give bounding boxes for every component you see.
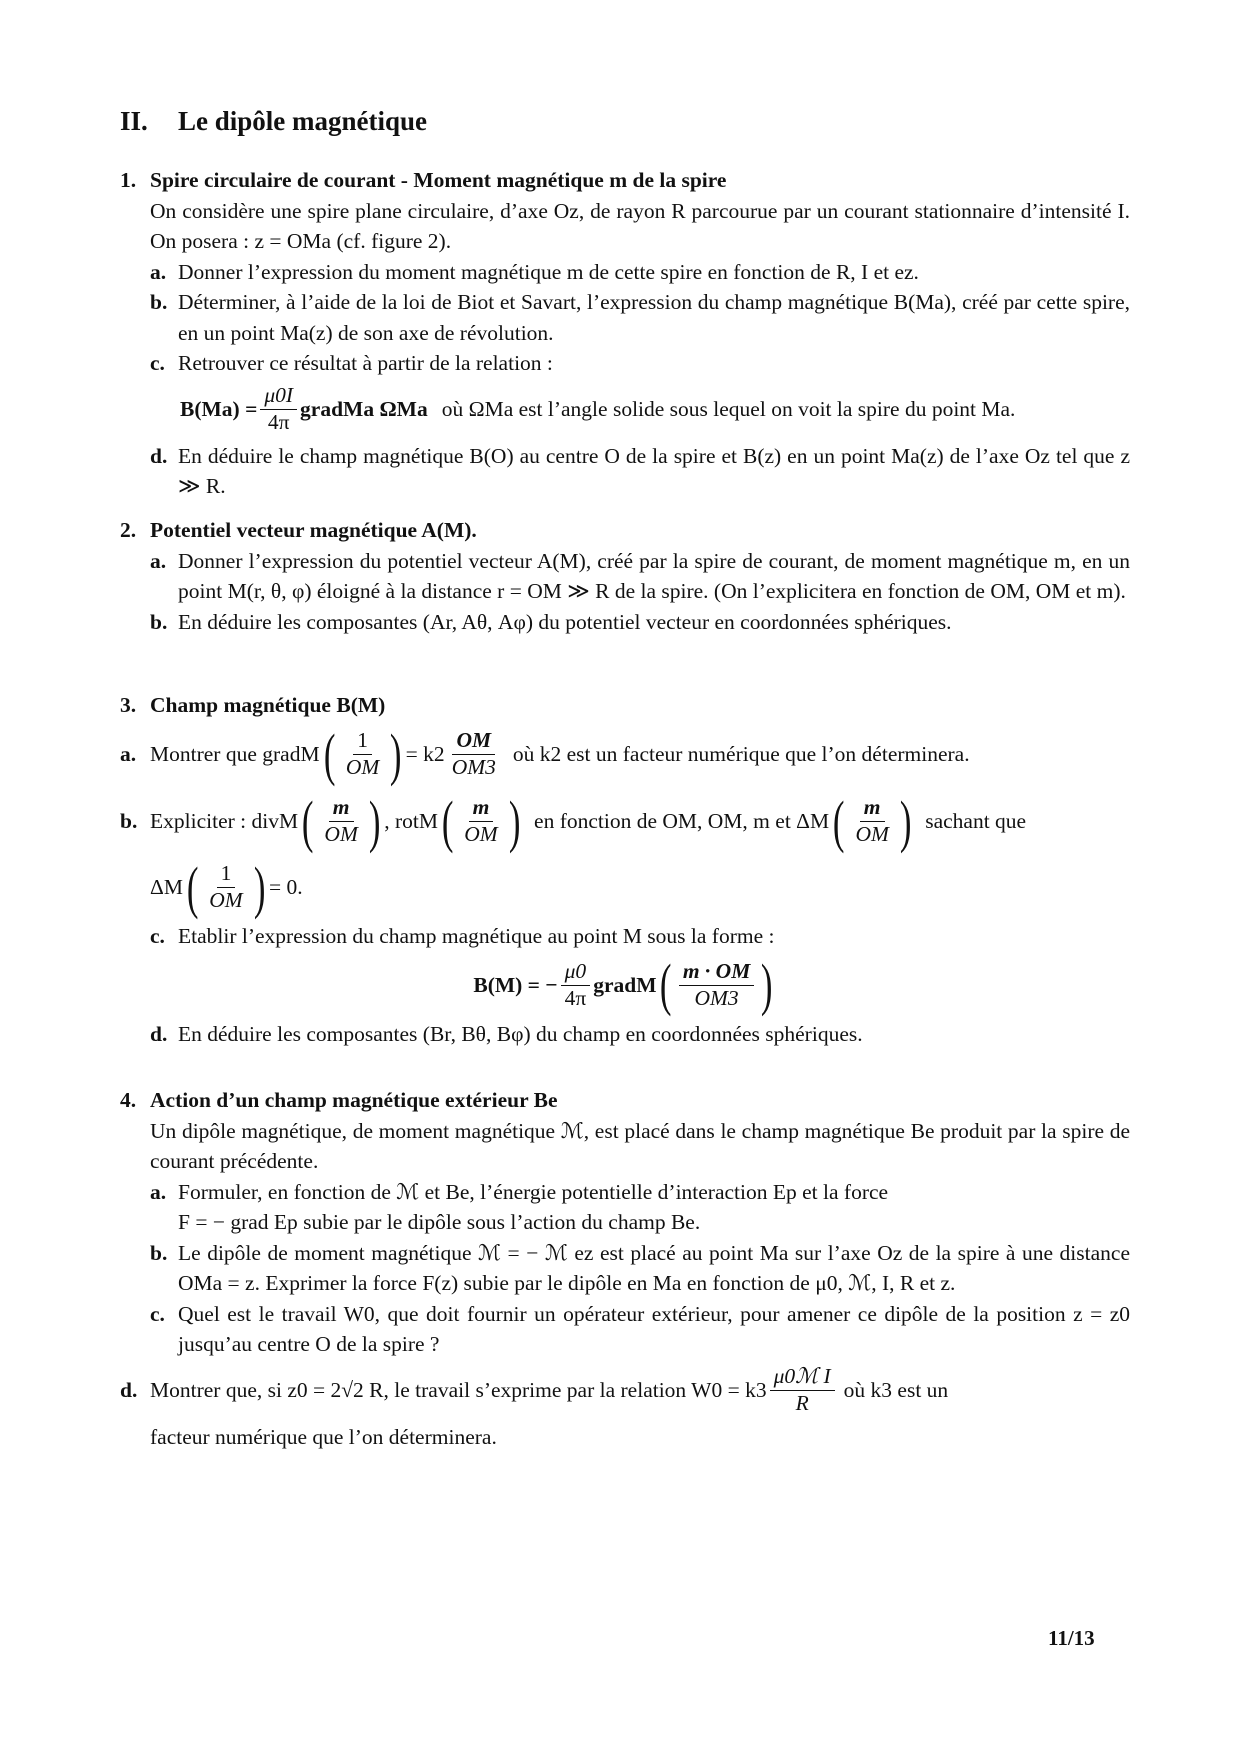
- fraction-denominator: OM: [209, 888, 243, 913]
- paren-group: ( $\frac{1}{OM}$ ): [323, 721, 402, 787]
- fraction-denominator: 4π: [267, 410, 290, 435]
- fraction-numerator: 1: [353, 728, 372, 755]
- item-text: en fonction de OM, OM, m et ΔM: [534, 809, 830, 834]
- question-4-intro: Un dipôle magnétique, de moment magnétique ℳ, est placé dans le champ magnétique Be produit par la spire de courant précédente.: [150, 1118, 1130, 1174]
- question-3b: [120, 789, 1130, 855]
- fraction-denominator: OM3: [694, 985, 739, 1010]
- item-text: ΔM: [150, 875, 183, 900]
- fraction-denominator: OM: [345, 755, 380, 780]
- item-label: b.: [150, 1240, 168, 1265]
- formula-fraction: [460, 795, 501, 848]
- item-text: Formuler, en fonction de ℳ et Be, l’énergie potentielle d’interaction Ep et la force: [178, 1179, 889, 1204]
- item-label: b.: [150, 609, 168, 634]
- question-1-number: 1.: [120, 168, 137, 192]
- question-4a: [120, 1177, 1130, 1208]
- item-label: d.: [150, 443, 168, 468]
- item-text: Expliciter : divM: [150, 809, 299, 834]
- fraction-numerator: μ0: [561, 959, 591, 986]
- item-text: où k3 est un: [843, 1378, 949, 1403]
- item-text: En déduire le champ magnétique B(O) au centre O de la spire et B(z) en un point Ma(z) de l’axe Oz tel que z ≫ R.: [178, 443, 1130, 499]
- question-3b-cont: [120, 855, 1130, 921]
- formula-fraction: [561, 959, 591, 1012]
- item-text: En déduire les composantes (Ar, Aθ, Aφ) du potentiel vecteur en coordonnées sphériques.: [178, 609, 952, 634]
- item-label: b.: [150, 290, 168, 315]
- item-text: = 0.: [269, 875, 303, 900]
- formula-fraction: [770, 1364, 835, 1417]
- question-4a-cont: F = − grad Ep subie par le dipôle sous l’action du champ Be.: [178, 1210, 701, 1235]
- fraction-numerator: m: [469, 795, 494, 822]
- formula-1c: [120, 379, 1130, 441]
- fraction-denominator: OM: [464, 822, 498, 847]
- fraction-numerator: m: [329, 795, 354, 822]
- fraction-numerator: μ0ℳ I: [770, 1364, 835, 1391]
- fraction-denominator: R: [795, 1391, 809, 1416]
- item-text: Retrouver ce résultat à partir de la relation :: [178, 351, 553, 376]
- question-4-title: Action d’un champ magnétique extérieur Be: [150, 1088, 558, 1112]
- question-3d: [120, 1019, 1130, 1050]
- item-label: c.: [150, 1301, 165, 1326]
- fraction-numerator: m · OM: [679, 959, 755, 986]
- fraction-numerator: m: [860, 795, 885, 822]
- section-title: [120, 102, 427, 140]
- question-1-heading: [120, 165, 1130, 196]
- question-2b: [120, 607, 1130, 638]
- item-text: Montrer que gradM: [150, 742, 320, 767]
- question-1d: [120, 441, 1130, 502]
- question-4d: [120, 1360, 1130, 1422]
- fraction-denominator: 4π: [564, 985, 587, 1010]
- item-label: b.: [120, 809, 138, 834]
- question-3-title: Champ magnétique B(M): [150, 693, 386, 717]
- paren-group: ( $\frac{m}{OM}$ ): [301, 788, 381, 854]
- question-2: [120, 515, 1130, 637]
- question-2-number: 2.: [120, 518, 137, 542]
- item-text: Etablir l’expression du champ magnétique au point M sous la forme :: [178, 923, 775, 948]
- item-label: a.: [150, 259, 167, 284]
- question-1-title: Spire circulaire de courant - Moment magnétique m de la spire: [150, 168, 727, 192]
- fraction-denominator: OM: [324, 822, 358, 847]
- formula-3c: [120, 951, 1130, 1019]
- question-2-title: Potentiel vecteur magnétique A(M).: [150, 518, 477, 542]
- item-text: = k2: [405, 742, 445, 767]
- item-text: Montrer que, si z0 = 2√2 R, le travail s’exprime par la relation W0 = k3: [150, 1378, 767, 1403]
- formula-rhs: gradMa ΩMa: [300, 397, 428, 422]
- paren-group: ( $\frac{1}{OM}$ ): [186, 854, 266, 920]
- formula-lhs: B(M) = −: [473, 972, 558, 997]
- formula-grad: gradM: [593, 972, 657, 997]
- item-label: a.: [150, 1179, 167, 1204]
- question-1a: [120, 257, 1130, 288]
- formula-fraction: [260, 383, 297, 436]
- item-label: d.: [120, 1378, 138, 1403]
- question-4c: [120, 1299, 1130, 1360]
- formula-fraction: [320, 795, 361, 848]
- item-text: En déduire les composantes (Br, Bθ, Bφ) du champ en coordonnées sphériques.: [178, 1022, 863, 1047]
- question-4: [120, 1085, 1130, 1452]
- question-3a: [120, 721, 1130, 789]
- question-4-number: 4.: [120, 1088, 137, 1112]
- question-3-heading: [120, 690, 1130, 721]
- item-text: , rotM: [384, 809, 438, 834]
- question-2-heading: [120, 515, 1130, 546]
- item-label: d.: [150, 1022, 168, 1047]
- formula-fraction: [851, 795, 892, 848]
- item-label: c.: [150, 351, 165, 376]
- item-text: où k2 est un facteur numérique que l’on déterminera.: [512, 742, 970, 767]
- formula-fraction: [205, 861, 246, 914]
- formula-fraction: [448, 728, 500, 781]
- formula-fraction: [679, 959, 755, 1012]
- section-number: II.: [120, 106, 148, 136]
- formula-fraction: [342, 728, 383, 781]
- question-3-number: 3.: [120, 693, 137, 717]
- item-text: Quel est le travail W0, que doit fournir un opérateur extérieur, pour amener ce dipôle de la position z = z0 jusqu’au centre O de la spire ?: [178, 1301, 1130, 1357]
- formula-text: où ΩMa est l’angle solide sous lequel on voit la spire du point Ma.: [441, 397, 1016, 422]
- item-label: a.: [150, 548, 167, 573]
- question-2a: [120, 546, 1130, 607]
- item-label: c.: [150, 923, 165, 948]
- item-label: a.: [120, 742, 137, 767]
- item-text: Donner l’expression du moment magnétique m de cette spire en fonction de R, I et ez.: [178, 259, 919, 284]
- question-1: [120, 165, 1130, 502]
- question-3: [120, 690, 1130, 1050]
- question-1b: [120, 287, 1130, 348]
- formula-lhs: B(Ma) =: [180, 397, 258, 422]
- question-1-intro: On considère une spire plane circulaire, d’axe Oz, de rayon R parcourue par un courant stationnaire d’intensité I. On posera : z = OMa (cf. figure 2).: [150, 198, 1130, 254]
- section-heading: Le dipôle magnétique: [178, 106, 428, 136]
- fraction-denominator: OM3: [451, 755, 496, 780]
- item-text: Déterminer, à l’aide de la loi de Biot et Savart, l’expression du champ magnétique B(Ma), créé par cette spire, en un point Ma(z) de son axe de révolution.: [178, 290, 1130, 345]
- fraction-denominator: OM: [855, 822, 889, 847]
- question-3c: [120, 921, 1130, 952]
- paren-group: ( $\frac{m}{OM}$ ): [832, 788, 912, 854]
- item-text: Donner l’expression du potentiel vecteur A(M), créé par la spire de courant, de moment magnétique m, en un point M(r, θ, φ) éloigné à la distance r = OM ≫ R de la spire. (On l’explicitera en fonction de OM, OM et m).: [178, 548, 1130, 604]
- question-4b: [120, 1238, 1130, 1299]
- page-number: 11/13: [1048, 1626, 1095, 1650]
- paren-group: ( $\frac{m \cdot OM}{OM3}$ ): [660, 952, 773, 1018]
- paren-group: ( $\frac{m}{OM}$ ): [441, 788, 521, 854]
- item-text: sachant que: [925, 809, 1027, 834]
- question-4d-cont: facteur numérique que l’on déterminera.: [150, 1424, 497, 1449]
- fraction-numerator: OM: [452, 728, 495, 755]
- item-text: Le dipôle de moment magnétique ℳ = − ℳ ez est placé au point Ma sur l’axe Oz de la spire à une distance OMa = z. Exprimer la force F(z) subie par le dipôle en Ma en fonction de μ0, ℳ, I, R et z.: [178, 1240, 1130, 1296]
- fraction-numerator: μ0I: [260, 383, 297, 410]
- fraction-numerator: 1: [217, 861, 236, 888]
- question-4-heading: [120, 1085, 1130, 1116]
- question-1c: [120, 348, 1130, 379]
